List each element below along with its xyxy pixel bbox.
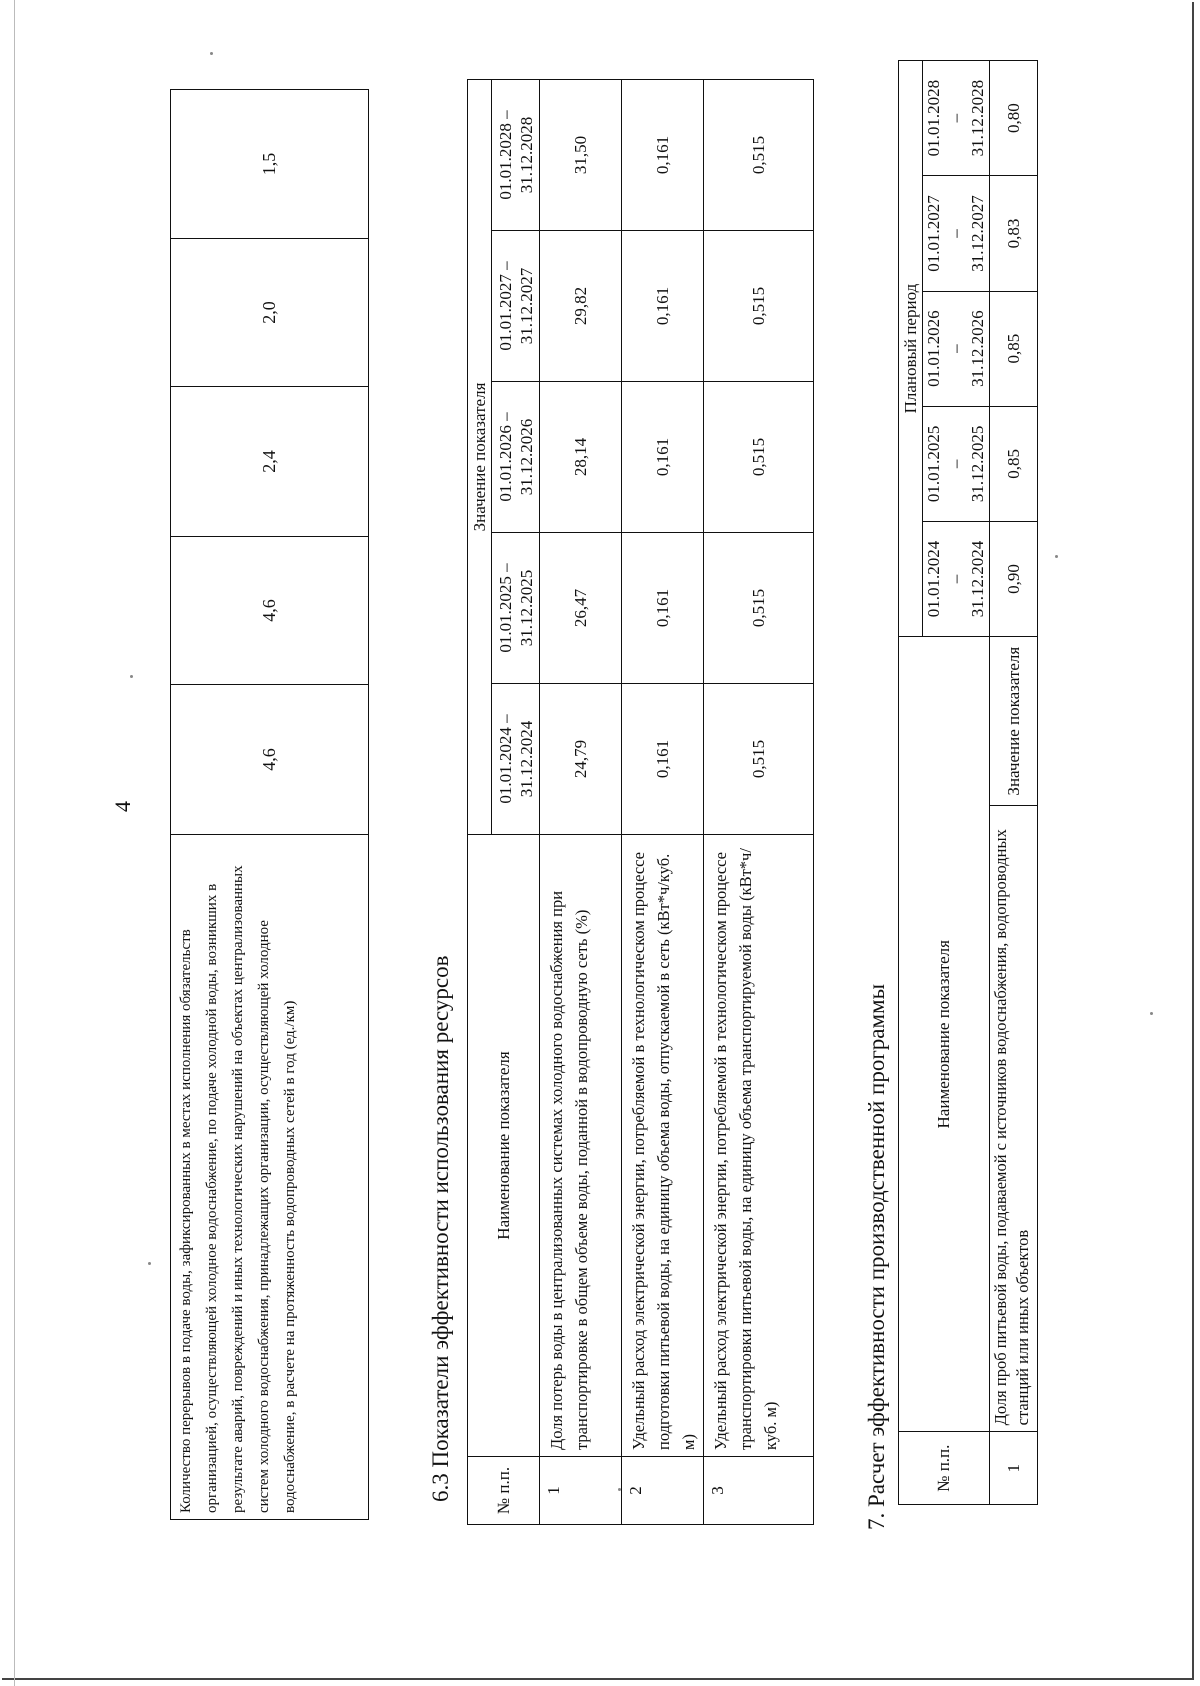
- column-header-number: № п.п.: [899, 1432, 990, 1505]
- value-cell: 0,80: [990, 61, 1038, 176]
- table-row: [622, 79, 704, 1524]
- table-row: [704, 79, 814, 1524]
- value-cell: 0,161: [622, 382, 704, 533]
- column-header-value: Значение показателя: [990, 637, 1038, 806]
- row-name: Удельный расход электрической энергии, потребляемой в технологическом процессе подготовки питьевой воды, на единицу объема воды, отпускаемой в сеть (кВт*ч/куб. м): [622, 835, 704, 1457]
- row-number: 3: [704, 1457, 814, 1525]
- scan-speck: [210, 52, 213, 55]
- table-row: [990, 61, 1038, 1505]
- column-header-period: 01.01.2027 – 31.12.2027: [492, 231, 540, 382]
- column-header-period: 01.01.2024 – 31.12.2024: [923, 521, 990, 636]
- row-number: 1: [990, 1432, 1038, 1505]
- scan-speck: [1150, 1012, 1153, 1015]
- value-cell: 0,161: [622, 533, 704, 684]
- column-header-period: 01.01.2025 – 31.12.2025: [923, 406, 990, 521]
- section-heading-6-3: 6.3 Показатели эффективности использования ресурсов: [428, 955, 453, 1502]
- column-header-group: Значение показателя: [468, 79, 492, 834]
- value-cell: 26,47: [540, 533, 622, 684]
- value-cell: 0,515: [704, 79, 814, 230]
- value-cell: 29,82: [540, 231, 622, 382]
- row-number: 1: [540, 1457, 622, 1525]
- column-header-name: Наименование показателя: [468, 835, 540, 1457]
- column-header-plan: Плановый период: [899, 61, 923, 637]
- value-cell: 0,515: [704, 382, 814, 533]
- row-name: Удельный расход электрической энергии, потребляемой в технологическом процессе транспортировки питьевой воды, на единицу объема транспортируемой воды (кВт*ч/куб. м): [704, 835, 814, 1457]
- column-header-period: 01.01.2027 – 31.12.2027: [923, 176, 990, 291]
- column-header-period: 01.01.2026 – 31.12.2026: [923, 291, 990, 406]
- column-header-period: 01.01.2024 – 31.12.2024: [492, 684, 540, 835]
- table-program-efficiency: [898, 60, 1038, 1505]
- column-header-period: 01.01.2028 – 31.12.2028: [923, 61, 990, 176]
- value-cell: 0,161: [622, 684, 704, 835]
- value-cell: 31,50: [540, 79, 622, 230]
- value-cell: 0,161: [622, 231, 704, 382]
- row-number: 2: [622, 1457, 704, 1525]
- column-header-number: № п.п.: [468, 1457, 540, 1525]
- table-interruptions: [170, 89, 369, 1520]
- column-header-period: 01.01.2025 – 31.12.2025: [492, 533, 540, 684]
- scan-speck: [130, 675, 133, 678]
- scan-edge: [14, 0, 15, 1686]
- value-cell: 0,161: [622, 79, 704, 230]
- value-cell: 0,515: [704, 231, 814, 382]
- indicator-label: Количество перерывов в подаче воды, зафиксированных в местах исполнения обязательств организацией, осуществляющей холодное водоснабжение, по подаче холодной воды, возникших в результате аварий, повреждений и иных технологических нарушений на объектах централизованных систем холодного водоснабжения, принадлежащих организации, осуществляющей холодное водоснабжение, в расчете на протяженность водопроводных сетей в год (ед./км): [171, 835, 369, 1520]
- value-cell: 1,5: [171, 90, 369, 239]
- value-cell: 0,85: [990, 291, 1038, 406]
- value-cell: 4,6: [171, 685, 369, 835]
- value-cell: 2,0: [171, 239, 369, 387]
- column-header-period: 01.01.2026 – 31.12.2026: [492, 382, 540, 533]
- value-cell: 2,4: [171, 387, 369, 537]
- value-cell: 0,83: [990, 176, 1038, 291]
- column-header-name: Наименование показателя: [899, 637, 990, 1432]
- value-cell: 0,85: [990, 406, 1038, 521]
- value-cell: 0,90: [990, 521, 1038, 636]
- row-name: Доля проб питьевой воды, подаваемой с источников водоснабжения, водопроводных станций или иных объектов: [990, 806, 1038, 1432]
- value-cell: 24,79: [540, 684, 622, 835]
- value-cell: 0,515: [704, 533, 814, 684]
- table-resource-efficiency: [467, 79, 814, 1525]
- page-number: 4: [110, 801, 135, 812]
- column-header-period: 01.01.2028 – 31.12.2028: [492, 79, 540, 230]
- scan-speck: [148, 1262, 151, 1265]
- table-row: [540, 79, 622, 1524]
- row-name: Доля потерь воды в централизованных системах холодного водоснабжения при транспортировке в общем объеме воды, поданной в водопроводную сеть (%): [540, 835, 622, 1457]
- scan-speck: [1055, 555, 1058, 558]
- section-heading-7: 7. Расчет эффективности производственной программы: [864, 983, 889, 1530]
- value-cell: 4,6: [171, 537, 369, 685]
- value-cell: 0,515: [704, 684, 814, 835]
- value-cell: 28,14: [540, 382, 622, 533]
